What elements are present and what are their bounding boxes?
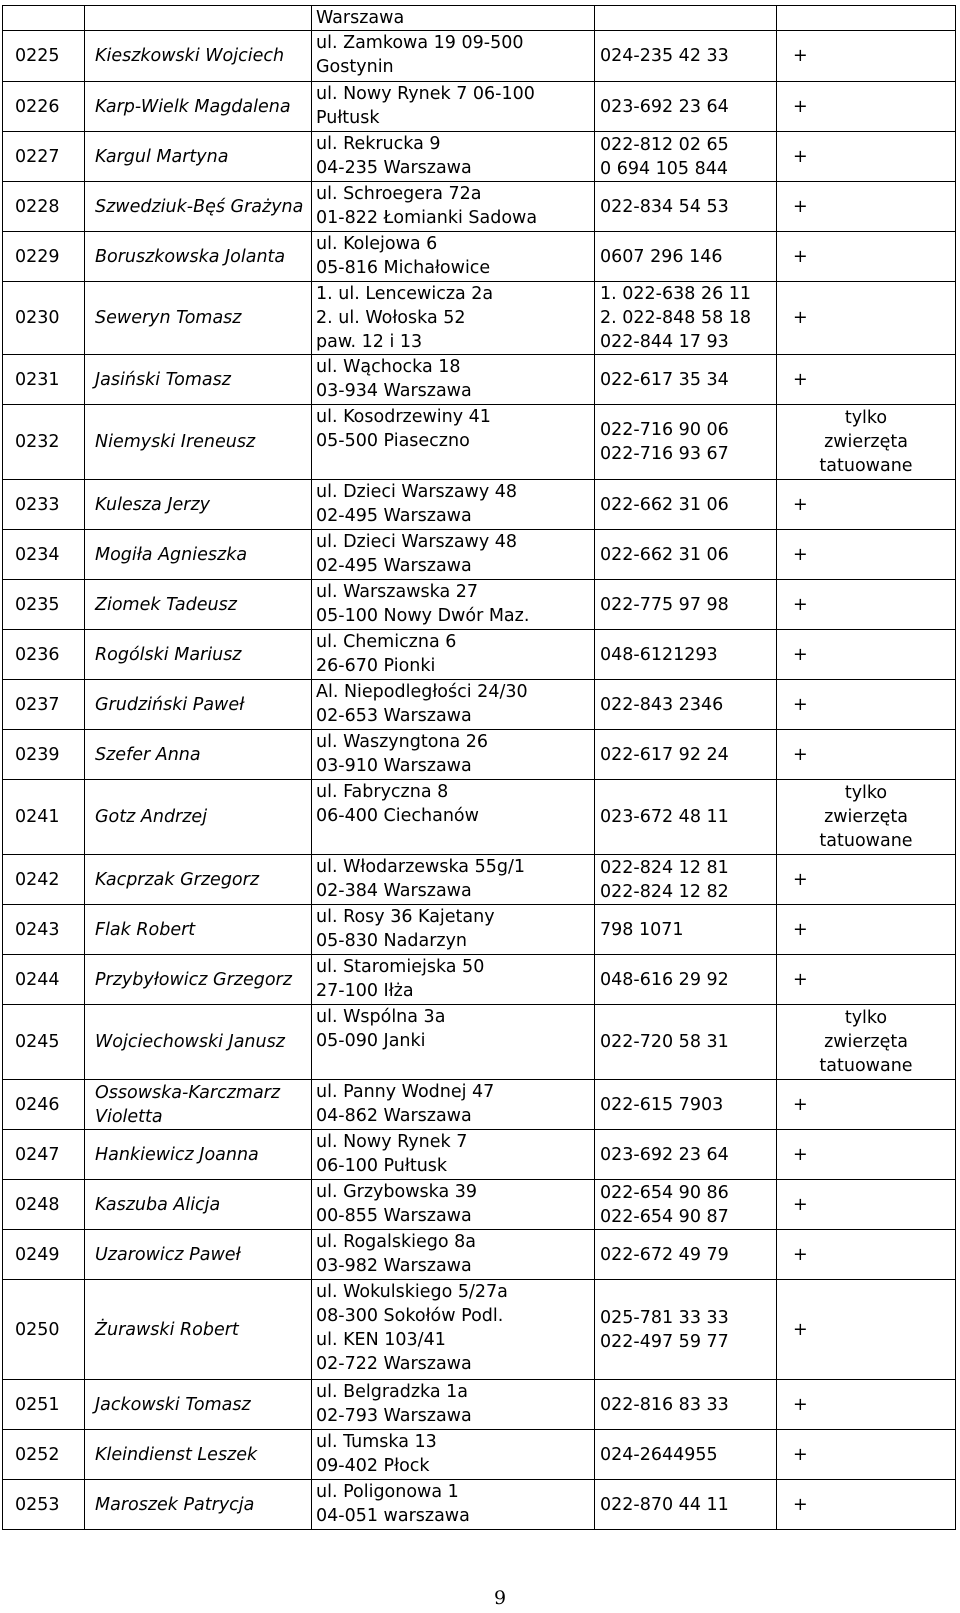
vet-phone: 023-692 23 64	[595, 82, 777, 132]
vet-phone: 022-615 7903	[595, 1080, 777, 1130]
vet-name: Ziomek Tadeusz	[85, 580, 312, 630]
vet-phone: 024-2644955	[595, 1430, 777, 1480]
table-body	[3, 6, 956, 1530]
table-row	[3, 282, 956, 355]
vet-code: 0244	[3, 955, 85, 1005]
table-row	[3, 182, 956, 232]
vet-address: ul. Rosy 36 Kajetany 05-830 Nadarzyn	[312, 905, 595, 955]
vet-name: Przybyłowicz Grzegorz	[85, 955, 312, 1005]
vet-name: Grudziński Paweł	[85, 680, 312, 730]
vet-name: Kieszkowski Wojciech	[85, 31, 312, 82]
vet-code: 0249	[3, 1230, 85, 1280]
vet-phone: 0607 296 146	[595, 232, 777, 282]
vet-phone: 798 1071	[595, 905, 777, 955]
vet-code: 0241	[3, 780, 85, 855]
table-row	[3, 630, 956, 680]
vet-phone	[595, 6, 777, 31]
vet-address: ul. Kolejowa 6 05-816 Michałowice	[312, 232, 595, 282]
vet-name: Karp-Wielk Magdalena	[85, 82, 312, 132]
vet-name: Niemyski Ireneusz	[85, 405, 312, 480]
vet-phone: 022-672 49 79	[595, 1230, 777, 1280]
vet-address: ul. Zamkowa 19 09-500 Gostynin	[312, 31, 595, 82]
vet-name: Maroszek Patrycja	[85, 1480, 312, 1530]
vet-note: +	[777, 282, 956, 355]
vet-code: 0236	[3, 630, 85, 680]
vet-code: 0230	[3, 282, 85, 355]
vet-code: 0239	[3, 730, 85, 780]
vet-code: 0250	[3, 1280, 85, 1380]
vet-address: ul. Wspólna 3a 05-090 Janki	[312, 1005, 595, 1080]
table-row	[3, 730, 956, 780]
vet-note: +	[777, 1130, 956, 1180]
vet-code: 0227	[3, 132, 85, 182]
vet-code: 0242	[3, 855, 85, 905]
vet-phone: 022-617 92 24	[595, 730, 777, 780]
vet-address: ul. Poligonowa 1 04-051 warszawa	[312, 1480, 595, 1530]
vet-note: +	[777, 1280, 956, 1380]
vet-address: ul. Nowy Rynek 7 06-100 Pułtusk	[312, 1130, 595, 1180]
table-row	[3, 1280, 956, 1380]
table-row	[3, 1230, 956, 1280]
vet-name: Kacprzak Grzegorz	[85, 855, 312, 905]
vet-address: ul. Tumska 13 09-402 Płock	[312, 1430, 595, 1480]
vet-address: ul. Staromiejska 50 27-100 Iłża	[312, 955, 595, 1005]
vet-code: 0225	[3, 31, 85, 82]
vet-code: 0232	[3, 405, 85, 480]
vet-name: Jasiński Tomasz	[85, 355, 312, 405]
vet-name: Hankiewicz Joanna	[85, 1130, 312, 1180]
vet-code: 0248	[3, 1180, 85, 1230]
table-row	[3, 1430, 956, 1480]
vet-address: ul. Nowy Rynek 7 06-100 Pułtusk	[312, 82, 595, 132]
vet-note: +	[777, 132, 956, 182]
vet-name: Flak Robert	[85, 905, 312, 955]
table-row	[3, 31, 956, 82]
table-row	[3, 530, 956, 580]
vet-phone: 022-816 83 33	[595, 1380, 777, 1430]
vet-note: tylko zwierzęta tatuowane	[777, 780, 956, 855]
vet-code: 0235	[3, 580, 85, 630]
vet-address: ul. Dzieci Warszawy 48 02-495 Warszawa	[312, 530, 595, 580]
vet-name: Kaszuba Alicja	[85, 1180, 312, 1230]
vet-note: +	[777, 232, 956, 282]
vet-phone: 022-834 54 53	[595, 182, 777, 232]
vet-name	[85, 6, 312, 31]
vet-code: 0245	[3, 1005, 85, 1080]
vet-code: 0246	[3, 1080, 85, 1130]
table-row	[3, 1130, 956, 1180]
veterinarian-table	[2, 5, 956, 1530]
vet-phone: 022-870 44 11	[595, 1480, 777, 1530]
page-number: 9	[493, 1587, 507, 1609]
vet-address: ul. Rekrucka 9 04-235 Warszawa	[312, 132, 595, 182]
vet-note: +	[777, 480, 956, 530]
vet-note: +	[777, 355, 956, 405]
vet-phone: 048-6121293	[595, 630, 777, 680]
vet-note	[777, 6, 956, 31]
table-row	[3, 82, 956, 132]
vet-name: Boruszkowska Jolanta	[85, 232, 312, 282]
vet-phone: 022-662 31 06	[595, 530, 777, 580]
vet-address: ul. Kosodrzewiny 41 05-500 Piaseczno	[312, 405, 595, 480]
vet-code: 0247	[3, 1130, 85, 1180]
vet-note: +	[777, 1180, 956, 1230]
vet-code	[3, 6, 85, 31]
vet-code: 0253	[3, 1480, 85, 1530]
vet-address: ul. Wokulskiego 5/27a 08-300 Sokołów Podl. ul. KEN 103/41 02-722 Warszawa	[312, 1280, 595, 1380]
vet-name: Kleindienst Leszek	[85, 1430, 312, 1480]
vet-note: +	[777, 680, 956, 730]
vet-address: ul. Włodarzewska 55g/1 02-384 Warszawa	[312, 855, 595, 905]
vet-phone: 022-662 31 06	[595, 480, 777, 530]
vet-name: Seweryn Tomasz	[85, 282, 312, 355]
vet-address: Al. Niepodległości 24/30 02-653 Warszawa	[312, 680, 595, 730]
vet-note: +	[777, 580, 956, 630]
vet-name: Uzarowicz Paweł	[85, 1230, 312, 1280]
vet-phone: 022-843 2346	[595, 680, 777, 730]
vet-address: ul. Belgradzka 1a 02-793 Warszawa	[312, 1380, 595, 1430]
vet-phone: 1. 022-638 26 11 2. 022-848 58 18 022-844 17 93	[595, 282, 777, 355]
vet-code: 0228	[3, 182, 85, 232]
vet-address: ul. Warszawska 27 05-100 Nowy Dwór Maz.	[312, 580, 595, 630]
vet-phone: 024-235 42 33	[595, 31, 777, 82]
table-row	[3, 955, 956, 1005]
table-row	[3, 132, 956, 182]
table-row	[3, 1180, 956, 1230]
vet-name: Ossowska-Karczmarz Violetta	[85, 1080, 312, 1130]
vet-address: ul. Schroegera 72a 01-822 Łomianki Sadowa	[312, 182, 595, 232]
vet-phone: 025-781 33 33 022-497 59 77	[595, 1280, 777, 1380]
vet-address: ul. Grzybowska 39 00-855 Warszawa	[312, 1180, 595, 1230]
vet-code: 0233	[3, 480, 85, 530]
table-row	[3, 480, 956, 530]
vet-note: tylko zwierzęta tatuowane	[777, 405, 956, 480]
vet-code: 0252	[3, 1430, 85, 1480]
vet-address: ul. Panny Wodnej 47 04-862 Warszawa	[312, 1080, 595, 1130]
vet-name: Wojciechowski Janusz	[85, 1005, 312, 1080]
vet-code: 0251	[3, 1380, 85, 1430]
vet-note: +	[777, 730, 956, 780]
table-row	[3, 355, 956, 405]
vet-note: +	[777, 1080, 956, 1130]
vet-phone: 022-617 35 34	[595, 355, 777, 405]
vet-note: +	[777, 1430, 956, 1480]
vet-name: Żurawski Robert	[85, 1280, 312, 1380]
table-row	[3, 780, 956, 855]
vet-note: +	[777, 31, 956, 82]
vet-code: 0229	[3, 232, 85, 282]
vet-note: +	[777, 955, 956, 1005]
vet-phone: 022-716 90 06 022-716 93 67	[595, 405, 777, 480]
vet-address: ul. Waszyngtona 26 03-910 Warszawa	[312, 730, 595, 780]
vet-note: +	[777, 530, 956, 580]
vet-phone: 048-616 29 92	[595, 955, 777, 1005]
vet-name: Jackowski Tomasz	[85, 1380, 312, 1430]
table-row	[3, 6, 956, 31]
vet-code: 0226	[3, 82, 85, 132]
vet-name: Rogólski Mariusz	[85, 630, 312, 680]
vet-phone: 022-720 58 31	[595, 1005, 777, 1080]
vet-name: Kargul Martyna	[85, 132, 312, 182]
vet-phone: 022-812 02 65 0 694 105 844	[595, 132, 777, 182]
vet-address: ul. Fabryczna 8 06-400 Ciechanów	[312, 780, 595, 855]
vet-note: +	[777, 1480, 956, 1530]
table-row	[3, 855, 956, 905]
table-row	[3, 232, 956, 282]
vet-name: Mogiła Agnieszka	[85, 530, 312, 580]
table-row	[3, 580, 956, 630]
vet-note: +	[777, 182, 956, 232]
vet-code: 0231	[3, 355, 85, 405]
vet-address: 1. ul. Lencewicza 2a 2. ul. Wołoska 52 paw. 12 i 13	[312, 282, 595, 355]
vet-address: Warszawa	[312, 6, 595, 31]
table-row	[3, 1380, 956, 1430]
vet-phone: 022-654 90 86 022-654 90 87	[595, 1180, 777, 1230]
vet-address: ul. Dzieci Warszawy 48 02-495 Warszawa	[312, 480, 595, 530]
vet-note: +	[777, 82, 956, 132]
table-row	[3, 1080, 956, 1130]
vet-address: ul. Chemiczna 6 26-670 Pionki	[312, 630, 595, 680]
table-row	[3, 680, 956, 730]
vet-code: 0237	[3, 680, 85, 730]
vet-note: +	[777, 1380, 956, 1430]
vet-code: 0243	[3, 905, 85, 955]
vet-address: ul. Rogalskiego 8a 03-982 Warszawa	[312, 1230, 595, 1280]
table-row	[3, 1480, 956, 1530]
vet-note: +	[777, 1230, 956, 1280]
vet-name: Gotz Andrzej	[85, 780, 312, 855]
vet-phone: 023-672 48 11	[595, 780, 777, 855]
vet-phone: 022-824 12 81 022-824 12 82	[595, 855, 777, 905]
vet-code: 0234	[3, 530, 85, 580]
table-row	[3, 405, 956, 480]
vet-name: Kulesza Jerzy	[85, 480, 312, 530]
vet-address: ul. Wąchocka 18 03-934 Warszawa	[312, 355, 595, 405]
vet-note: +	[777, 630, 956, 680]
table-row	[3, 1005, 956, 1080]
table-row	[3, 905, 956, 955]
vet-phone: 023-692 23 64	[595, 1130, 777, 1180]
vet-name: Szwedziuk-Bęś Grażyna	[85, 182, 312, 232]
vet-phone: 022-775 97 98	[595, 580, 777, 630]
vet-note: +	[777, 855, 956, 905]
vet-name: Szefer Anna	[85, 730, 312, 780]
vet-note: +	[777, 905, 956, 955]
vet-note: tylko zwierzęta tatuowane	[777, 1005, 956, 1080]
